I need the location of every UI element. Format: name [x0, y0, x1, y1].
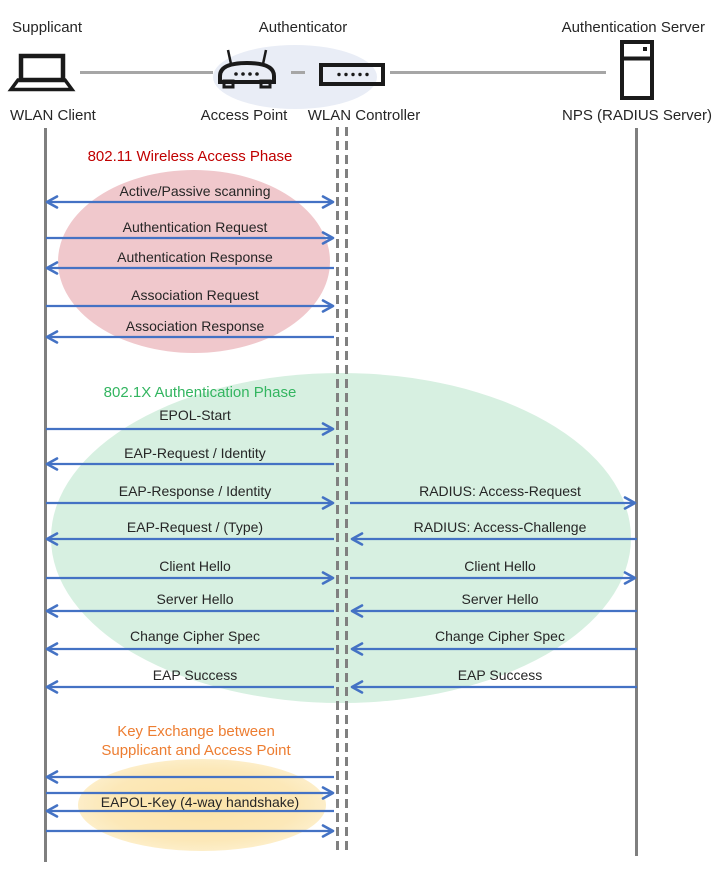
label-client-hello-left: Client Hello [159, 558, 231, 574]
arrow-authentication-request [45, 231, 335, 245]
arrow-association-request [45, 299, 335, 313]
phase3-title [46, 722, 346, 760]
label-association-request: Association Request [131, 287, 259, 303]
arrow-client-hello-right [350, 571, 637, 585]
label-client-hello-right: Client Hello [464, 558, 536, 574]
arrow-eap-request-type [45, 532, 335, 546]
device-wlan-client: WLAN Client [10, 107, 96, 124]
server-icon [620, 40, 654, 100]
arrow-authentication-response [45, 261, 335, 275]
arrow-epol-start [45, 422, 335, 436]
label-server-hello-right: Server Hello [461, 591, 539, 607]
label-eap-response-identity: EAP-Response / Identity [118, 483, 272, 499]
label-eap-success-right: EAP Success [457, 667, 543, 683]
label-change-cipher-spec-right: Change Cipher Spec [435, 628, 565, 644]
connector-client-ap [80, 71, 213, 74]
device-access-point: Access Point [200, 107, 288, 124]
arrow-eapol-key-4 [45, 824, 335, 838]
label-association-response: Association Response [125, 318, 265, 334]
phase2-title: 802.1X Authentication Phase [103, 384, 297, 401]
arrow-client-hello-left [45, 571, 335, 585]
arrow-association-response [45, 330, 335, 344]
device-wlan-controller: WLAN Controller [307, 107, 421, 124]
role-supplicant: Supplicant [12, 19, 83, 36]
label-eap-request-identity: EAP-Request / Identity [124, 445, 266, 461]
arrow-eap-success-right [350, 680, 637, 694]
wlan-controller-icon [319, 63, 385, 86]
arrow-radius-access-request [350, 496, 637, 510]
access-point-icon [216, 48, 278, 90]
arrow-eap-success-left [45, 680, 335, 694]
device-nps-radius-server: NPS (RADIUS Server) [561, 107, 713, 124]
phase1-title: 802.11 Wireless Access Phase [87, 148, 293, 165]
label-eapol-key: EAPOL-Key (4-way handshake) [100, 794, 300, 810]
arrow-eap-response-identity [45, 496, 335, 510]
arrow-eapol-key-3 [45, 804, 335, 818]
label-radius-access-request: RADIUS: Access-Request [419, 483, 581, 499]
arrow-eapol-key-1 [45, 770, 335, 784]
connector-ap-controller [291, 71, 305, 74]
label-epol-start: EPOL-Start [159, 407, 231, 423]
label-authentication-response: Authentication Response [117, 249, 273, 265]
arrow-change-cipher-spec-left [45, 642, 335, 656]
label-server-hello-left: Server Hello [156, 591, 234, 607]
label-eap-success-left: EAP Success [152, 667, 238, 683]
label-active-passive-scanning: Active/Passive scanning [119, 183, 271, 199]
arrow-eap-request-identity [45, 457, 335, 471]
arrow-change-cipher-spec-right [350, 642, 637, 656]
arrow-radius-access-challenge [350, 532, 637, 546]
label-authentication-request: Authentication Request [122, 219, 268, 235]
phase3-title-line1: Key Exchange between [117, 723, 275, 740]
laptop-icon [10, 52, 76, 94]
arrow-server-hello-right [350, 604, 637, 618]
arrow-active-passive-scanning [45, 195, 335, 209]
label-eap-request-type: EAP-Request / (Type) [126, 519, 264, 535]
arrow-server-hello-left [45, 604, 335, 618]
phase3-title-line2: Supplicant and Access Point [101, 742, 291, 759]
connector-controller-server [390, 71, 606, 74]
label-radius-access-challenge: RADIUS: Access-Challenge [413, 519, 587, 535]
label-change-cipher-spec-left: Change Cipher Spec [130, 628, 260, 644]
role-authentication-server: Authentication Server [561, 19, 705, 36]
role-authenticator: Authenticator [258, 19, 348, 36]
